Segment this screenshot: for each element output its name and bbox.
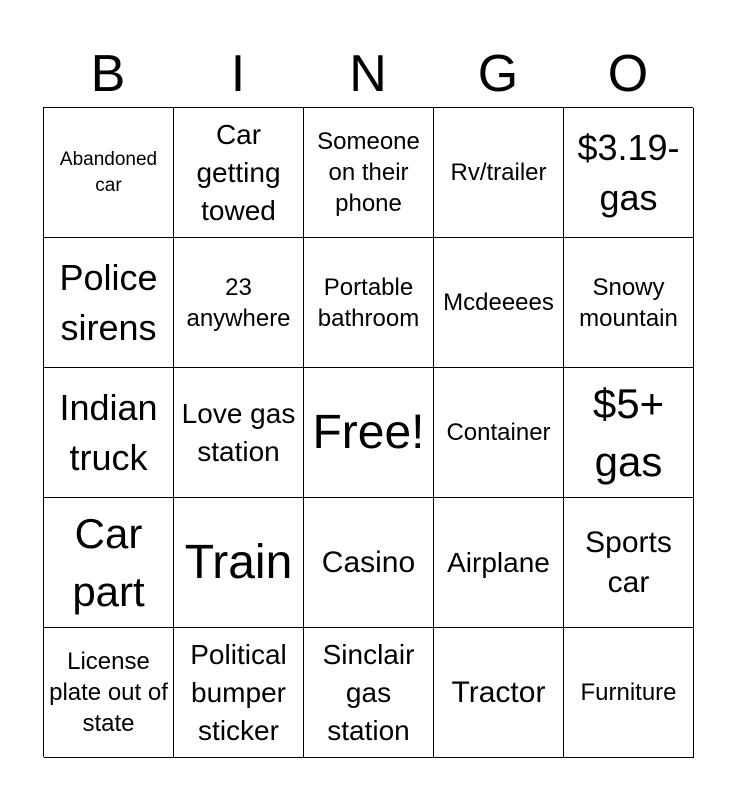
- cell-text: Furniture: [580, 679, 677, 706]
- bingo-cell[interactable]: [174, 108, 304, 238]
- bingo-cell[interactable]: [44, 238, 174, 368]
- bingo-cell[interactable]: [304, 628, 434, 758]
- cell-text: Car part: [72, 509, 145, 615]
- header-letter-g: G: [477, 45, 519, 103]
- bingo-cell[interactable]: [434, 498, 564, 628]
- cell-text: Snowy mountain: [579, 273, 678, 332]
- header-letter-n: N: [349, 45, 387, 103]
- cell-text: Casino: [321, 545, 416, 579]
- cell-text: Sports car: [585, 525, 672, 599]
- bingo-cell[interactable]: [44, 498, 174, 628]
- cell-text: $5+ gas: [592, 379, 665, 485]
- header-letter-b: B: [90, 45, 126, 103]
- cell-text: Police sirens: [59, 256, 158, 348]
- bingo-cell[interactable]: [434, 628, 564, 758]
- cell-text: 23 anywhere: [186, 273, 291, 332]
- cell-text: Abandoned car: [59, 148, 158, 196]
- cell-text: $3.19- gas: [577, 126, 680, 218]
- cell-text: Love gas station: [181, 397, 296, 467]
- bingo-cell[interactable]: [564, 628, 694, 758]
- bingo-cell[interactable]: [44, 628, 174, 758]
- cell-text: Someone on their phone: [317, 128, 420, 217]
- bingo-cell[interactable]: [434, 238, 564, 368]
- bingo-cell[interactable]: [564, 108, 694, 238]
- cell-text: Indian truck: [59, 386, 158, 478]
- cell-text: Airplane: [447, 546, 550, 578]
- cell-text: License plate out of state: [49, 648, 168, 737]
- cell-text: Portable bathroom: [317, 273, 420, 332]
- bingo-cell[interactable]: [434, 108, 564, 238]
- bingo-header: [43, 40, 693, 108]
- bingo-cell[interactable]: [304, 238, 434, 368]
- bingo-board: [43, 107, 693, 757]
- bingo-cell[interactable]: [304, 498, 434, 628]
- cell-text: Tractor: [451, 675, 546, 709]
- bingo-cell[interactable]: [174, 628, 304, 758]
- cell-text: Political bumper sticker: [190, 638, 287, 746]
- cell-text: Car getting towed: [196, 118, 281, 226]
- bingo-cell[interactable]: [174, 498, 304, 628]
- cell-text: Free!: [312, 405, 425, 459]
- bingo-cell[interactable]: [44, 108, 174, 238]
- bingo-cell[interactable]: [304, 108, 434, 238]
- bingo-cell[interactable]: [564, 368, 694, 498]
- cell-text: Mcdeeees: [443, 289, 554, 316]
- header-letter-i: I: [230, 45, 246, 103]
- cell-text: Rv/trailer: [450, 159, 547, 186]
- cell-text: Container: [446, 419, 551, 446]
- bingo-cell[interactable]: [174, 238, 304, 368]
- bingo-cell[interactable]: [564, 238, 694, 368]
- bingo-cell[interactable]: [564, 498, 694, 628]
- bingo-cell[interactable]: [44, 368, 174, 498]
- header-letter-o: O: [607, 45, 649, 103]
- cell-text: Train: [184, 535, 293, 589]
- bingo-cell[interactable]: [174, 368, 304, 498]
- bingo-cell[interactable]: [434, 368, 564, 498]
- cell-text: Sinclair gas station: [322, 638, 415, 746]
- bingo-cell-free[interactable]: [304, 368, 434, 498]
